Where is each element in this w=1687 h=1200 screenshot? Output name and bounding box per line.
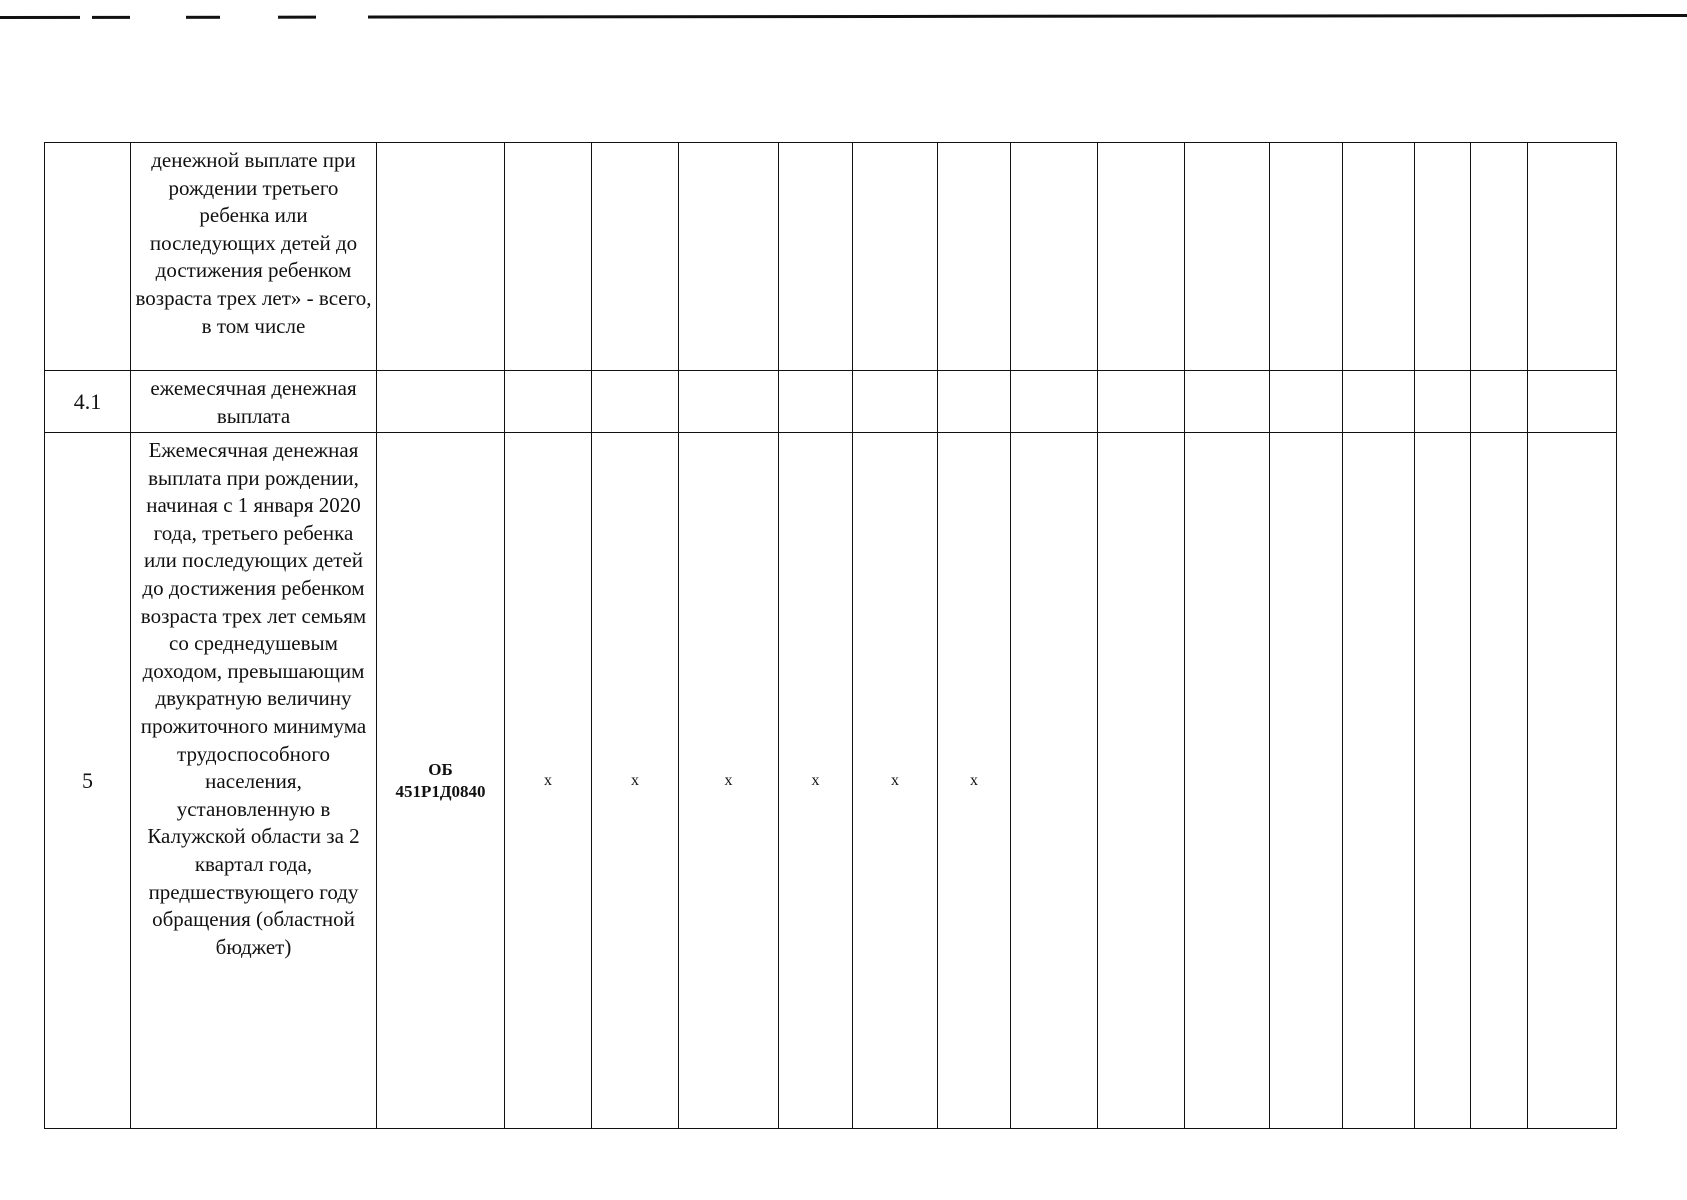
row-cell — [1098, 371, 1185, 433]
table-row — [45, 143, 1617, 371]
row-cell — [1471, 371, 1528, 433]
row-cell: х — [679, 433, 779, 1129]
row-cell — [505, 143, 592, 371]
table-row — [45, 433, 1617, 1129]
row-code — [377, 371, 505, 433]
row-cell — [679, 371, 779, 433]
row-cell — [1343, 143, 1415, 371]
row-cell: х — [505, 433, 592, 1129]
row-cell — [1185, 143, 1270, 371]
row-cell — [1343, 371, 1415, 433]
row-cell — [1415, 143, 1471, 371]
row-cell — [1471, 143, 1528, 371]
row-cell — [853, 371, 938, 433]
row-cell — [1415, 371, 1471, 433]
row-cell — [592, 371, 679, 433]
row-cell — [1270, 371, 1343, 433]
code-line-fund: ОБ — [428, 759, 453, 779]
row-cell — [1185, 433, 1270, 1129]
row-cell — [1185, 371, 1270, 433]
row-cell — [1528, 371, 1617, 433]
row-number: 4.1 — [45, 371, 131, 433]
row-cell — [1415, 433, 1471, 1129]
row-cell — [1528, 143, 1617, 371]
row-cell — [1471, 433, 1528, 1129]
row-cell — [592, 143, 679, 371]
row-cell — [853, 143, 938, 371]
row-number — [45, 143, 131, 371]
scan-top-border — [0, 14, 1687, 19]
row-cell: х — [938, 433, 1011, 1129]
budget-table — [44, 142, 1617, 1129]
row-cell — [505, 371, 592, 433]
row-cell — [1343, 433, 1415, 1129]
row-cell — [1011, 371, 1098, 433]
row-cell — [1011, 143, 1098, 371]
row-number: 5 — [45, 433, 131, 1129]
row-code — [377, 433, 505, 1129]
row-description: ежемесячная денежная выплата — [131, 371, 377, 433]
row-cell — [1270, 143, 1343, 371]
row-cell — [1098, 143, 1185, 371]
code-line-classifier: 451Р1Д0840 — [395, 781, 486, 801]
row-description: денежной выплате при рождении третьего ребенка или последующих детей до достижения ребенком возраста трех лет» - всего, в том числе — [131, 143, 377, 371]
row-cell: х — [592, 433, 679, 1129]
row-cell — [779, 143, 853, 371]
row-cell — [679, 143, 779, 371]
row-cell — [1528, 433, 1617, 1129]
row-cell — [1011, 433, 1098, 1129]
table-row — [45, 371, 1617, 433]
row-cell — [1270, 433, 1343, 1129]
row-description: Ежемесячная денежная выплата при рождении, начиная с 1 января 2020 года, третьего ребенка или последующих детей до достижения ребенком возраста трех лет семьям со среднедушевым доходом, превышающим двукратную величину прожиточного минимума трудоспособного населения, установленную в Калужской области за 2 квартал года, предшествующего году обращения (областной бюджет) — [131, 433, 377, 1129]
row-code — [377, 143, 505, 371]
row-cell — [1098, 433, 1185, 1129]
row-cell — [938, 143, 1011, 371]
row-cell: х — [853, 433, 938, 1129]
row-cell: х — [779, 433, 853, 1129]
row-cell — [938, 371, 1011, 433]
row-cell — [779, 371, 853, 433]
